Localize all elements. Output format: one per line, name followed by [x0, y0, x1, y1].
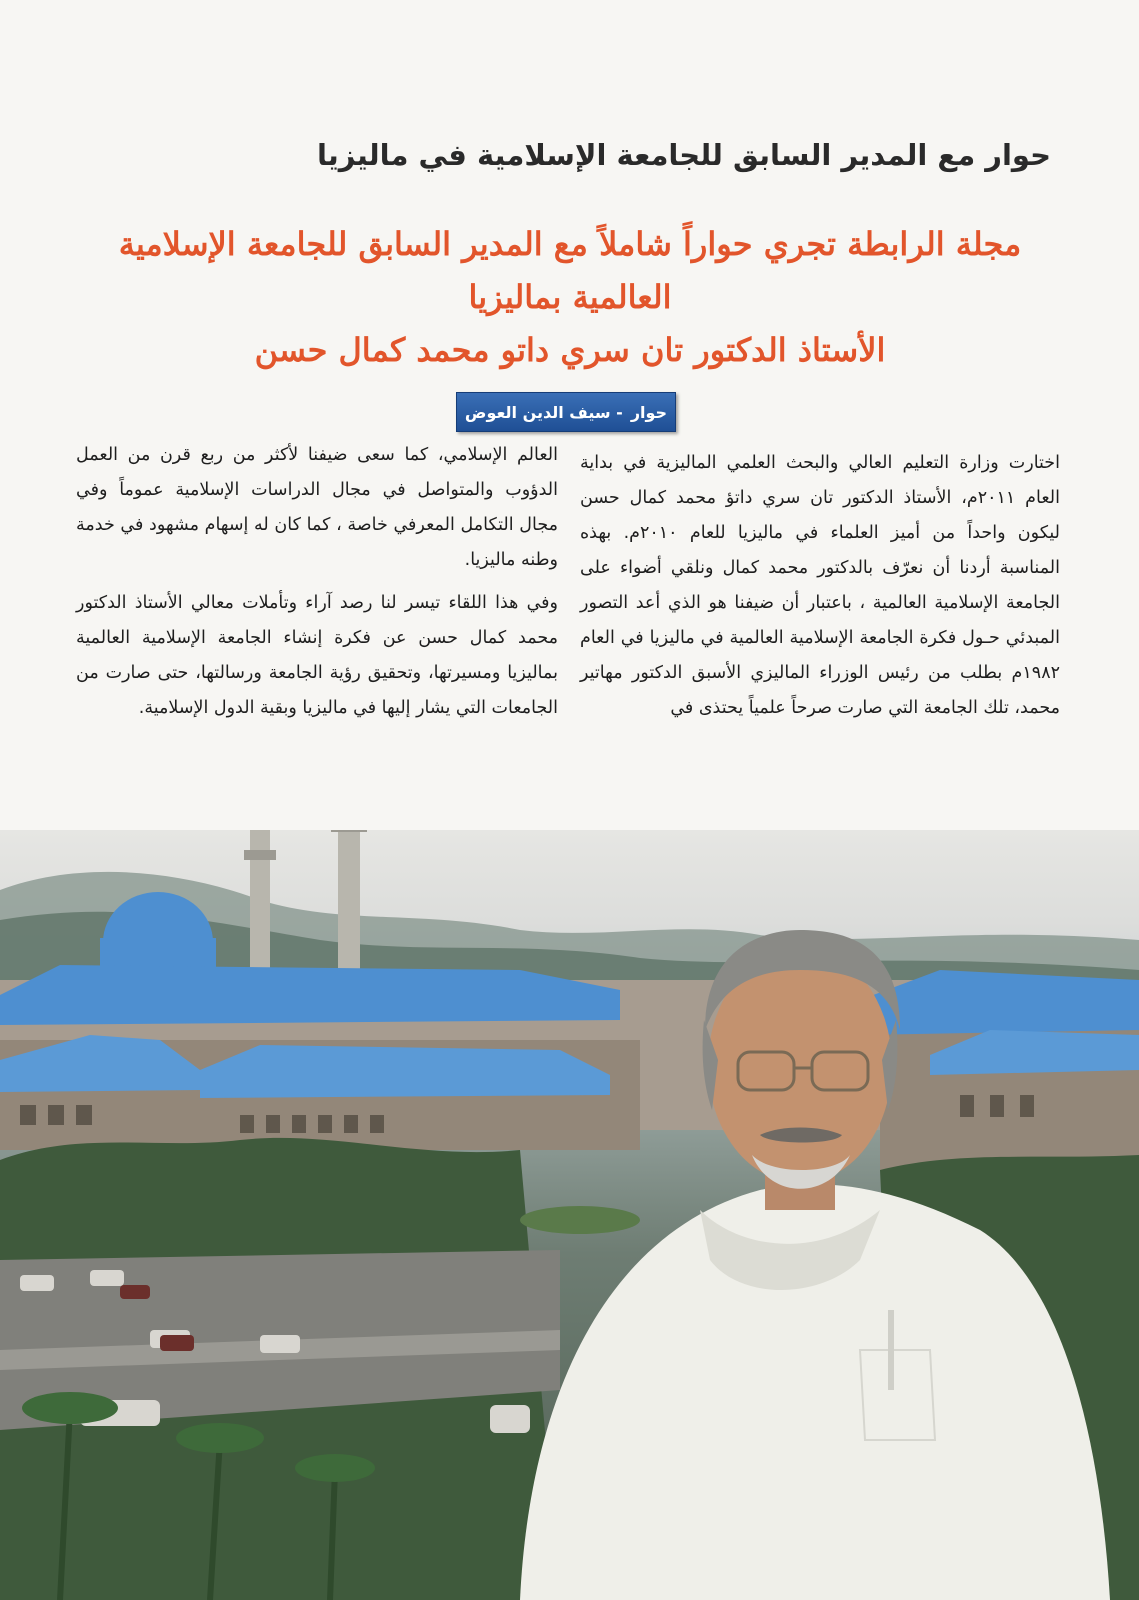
byline-author: - سيف الدين العوض	[464, 402, 623, 422]
text-column-left	[76, 438, 558, 726]
article-headline	[100, 218, 1040, 376]
intro-paragraph: اختارت وزارة التعليم العالي والبحث العلمي الماليزية في بداية العام ٢٠١١م، الأستاذ الدكتور تان سري داتؤ محمد كمال حسن ليكون واحداً من أميز العلماء في ماليزيا للعام ٢٠١٠م. بهذه المناسبة أردنا أن نعرّف بالدكتور محمد كمال ونلقي أضواء على الجامعة الإسلامية العالمية ، باعتبار أن ضيفنا هو الذي أعد التصور المبدئي حـول فكرة الجامعة الإسلامية العالمية في ماليزيا في العام ١٩٨٢م بطلب من رئيس الوزراء الماليزي الأسبق الدكتور مهاتير محمد، تلك الجامعة التي صارت صرحاً علمياً يحتذى في	[580, 453, 1060, 718]
text-column-right	[580, 446, 1060, 726]
headline-line-2: الأستاذ الدكتور تان سري داتو محمد كمال حسن	[254, 330, 886, 369]
paragraph-2: وفي هذا اللقاء تيسر لنا رصد آراء وتأملات معالي الأستاذ الدكتور محمد كمال حسن عن فكرة إنشاء الجامعة الإسلامية العالمية بماليزيا ومسيرتها، وتحقيق رؤية الجامعة ورسالتها، حتى صارت من الجامعات التي يشار إليها في ماليزيا وبقية الدول الإسلامية.	[76, 593, 558, 718]
campus-photo-illustration	[0, 830, 1139, 1600]
byline-label: حوار	[630, 402, 668, 422]
byline-box	[456, 392, 676, 432]
paragraph-1: العالم الإسلامي، كما سعى ضيفنا لأكثر من ربع قرن من العمل الدؤوب والمتواصل في مجال الدراسات الإسلامية عموماً وفي مجال التكامل المعرفي خاصة ، كما كان له إسهام مشهود في خدمة وطنه ماليزيا.	[76, 445, 558, 570]
article-kicker: حوار مع المدير السابق للجامعة الإسلامية في ماليزيا	[317, 138, 1051, 172]
headline-line-1: مجلة الرابطة تجري حواراً شاملاً مع المدير السابق للجامعة الإسلامية العالمية بماليزيا	[118, 225, 1022, 316]
campus-photo	[0, 830, 1139, 1600]
